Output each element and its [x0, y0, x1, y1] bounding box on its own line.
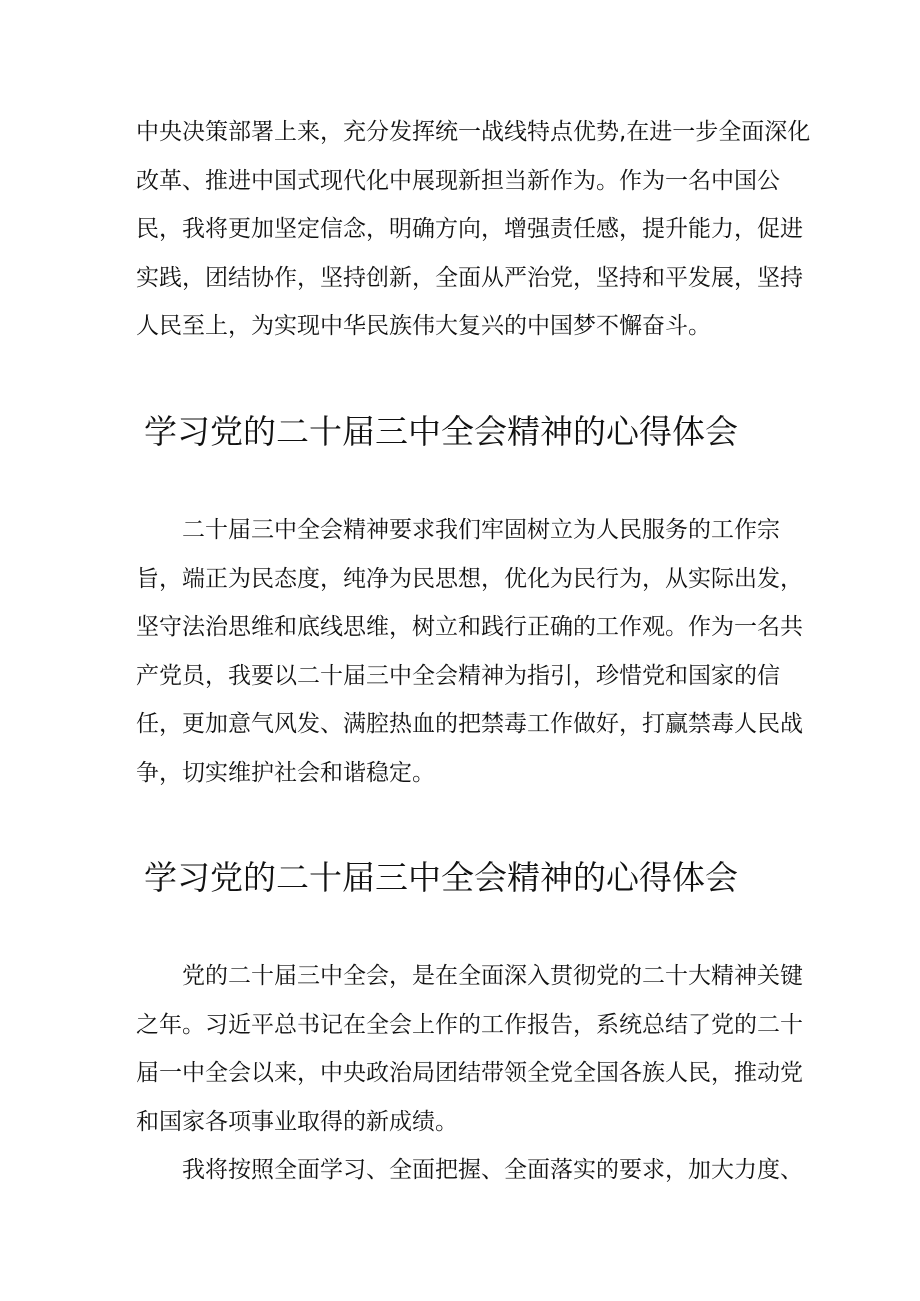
body-paragraph-1: 中央决策部署上来，充分发挥统一战线特点优势,在进一步全面深化改革、推进中国式现代化中展现新担当新作为。作为一名中国公民，我将更加坚定信念，明确方向，增强责任感，提升能力，促进实践，团结协作，坚持创新，全面从严治党，坚持和平发展，坚持人民至上，为实现中华民族伟大复兴的中国梦不懈奋斗。 [136, 119, 811, 339]
body-paragraph-4: 我将按照全面学习、全面把握、全面落实的要求，加大力度、 [136, 1157, 803, 1183]
section-heading-2: 学习党的二十届三中全会精神的心得体会 [144, 858, 738, 897]
body-paragraph-3: 党的二十届三中全会，是在全面深入贯彻党的二十大精神关键之年。习近平总书记在全会上作的工作报告，系统总结了党的二十届一中全会以来，中央政治局团结带领全党全国各族人民，推动党和国家各项事业取得的新成绩。 [136, 963, 803, 1135]
section-heading-1: 学习党的二十届三中全会精神的心得体会 [144, 412, 738, 451]
body-paragraph-2: 二十届三中全会精神要求我们牢固树立为人民服务的工作宗旨，端正为民态度，纯净为民思想，优化为民行为，从实际出发，坚守法治思维和底线思维，树立和践行正确的工作观。作为一名共产党员，我要以二十届三中全会精神为指引，珍惜党和国家的信任，更加意气风发、满腔热血的把禁毒工作做好，打赢禁毒人民战争，切实维护社会和谐稳定。 [136, 517, 803, 786]
